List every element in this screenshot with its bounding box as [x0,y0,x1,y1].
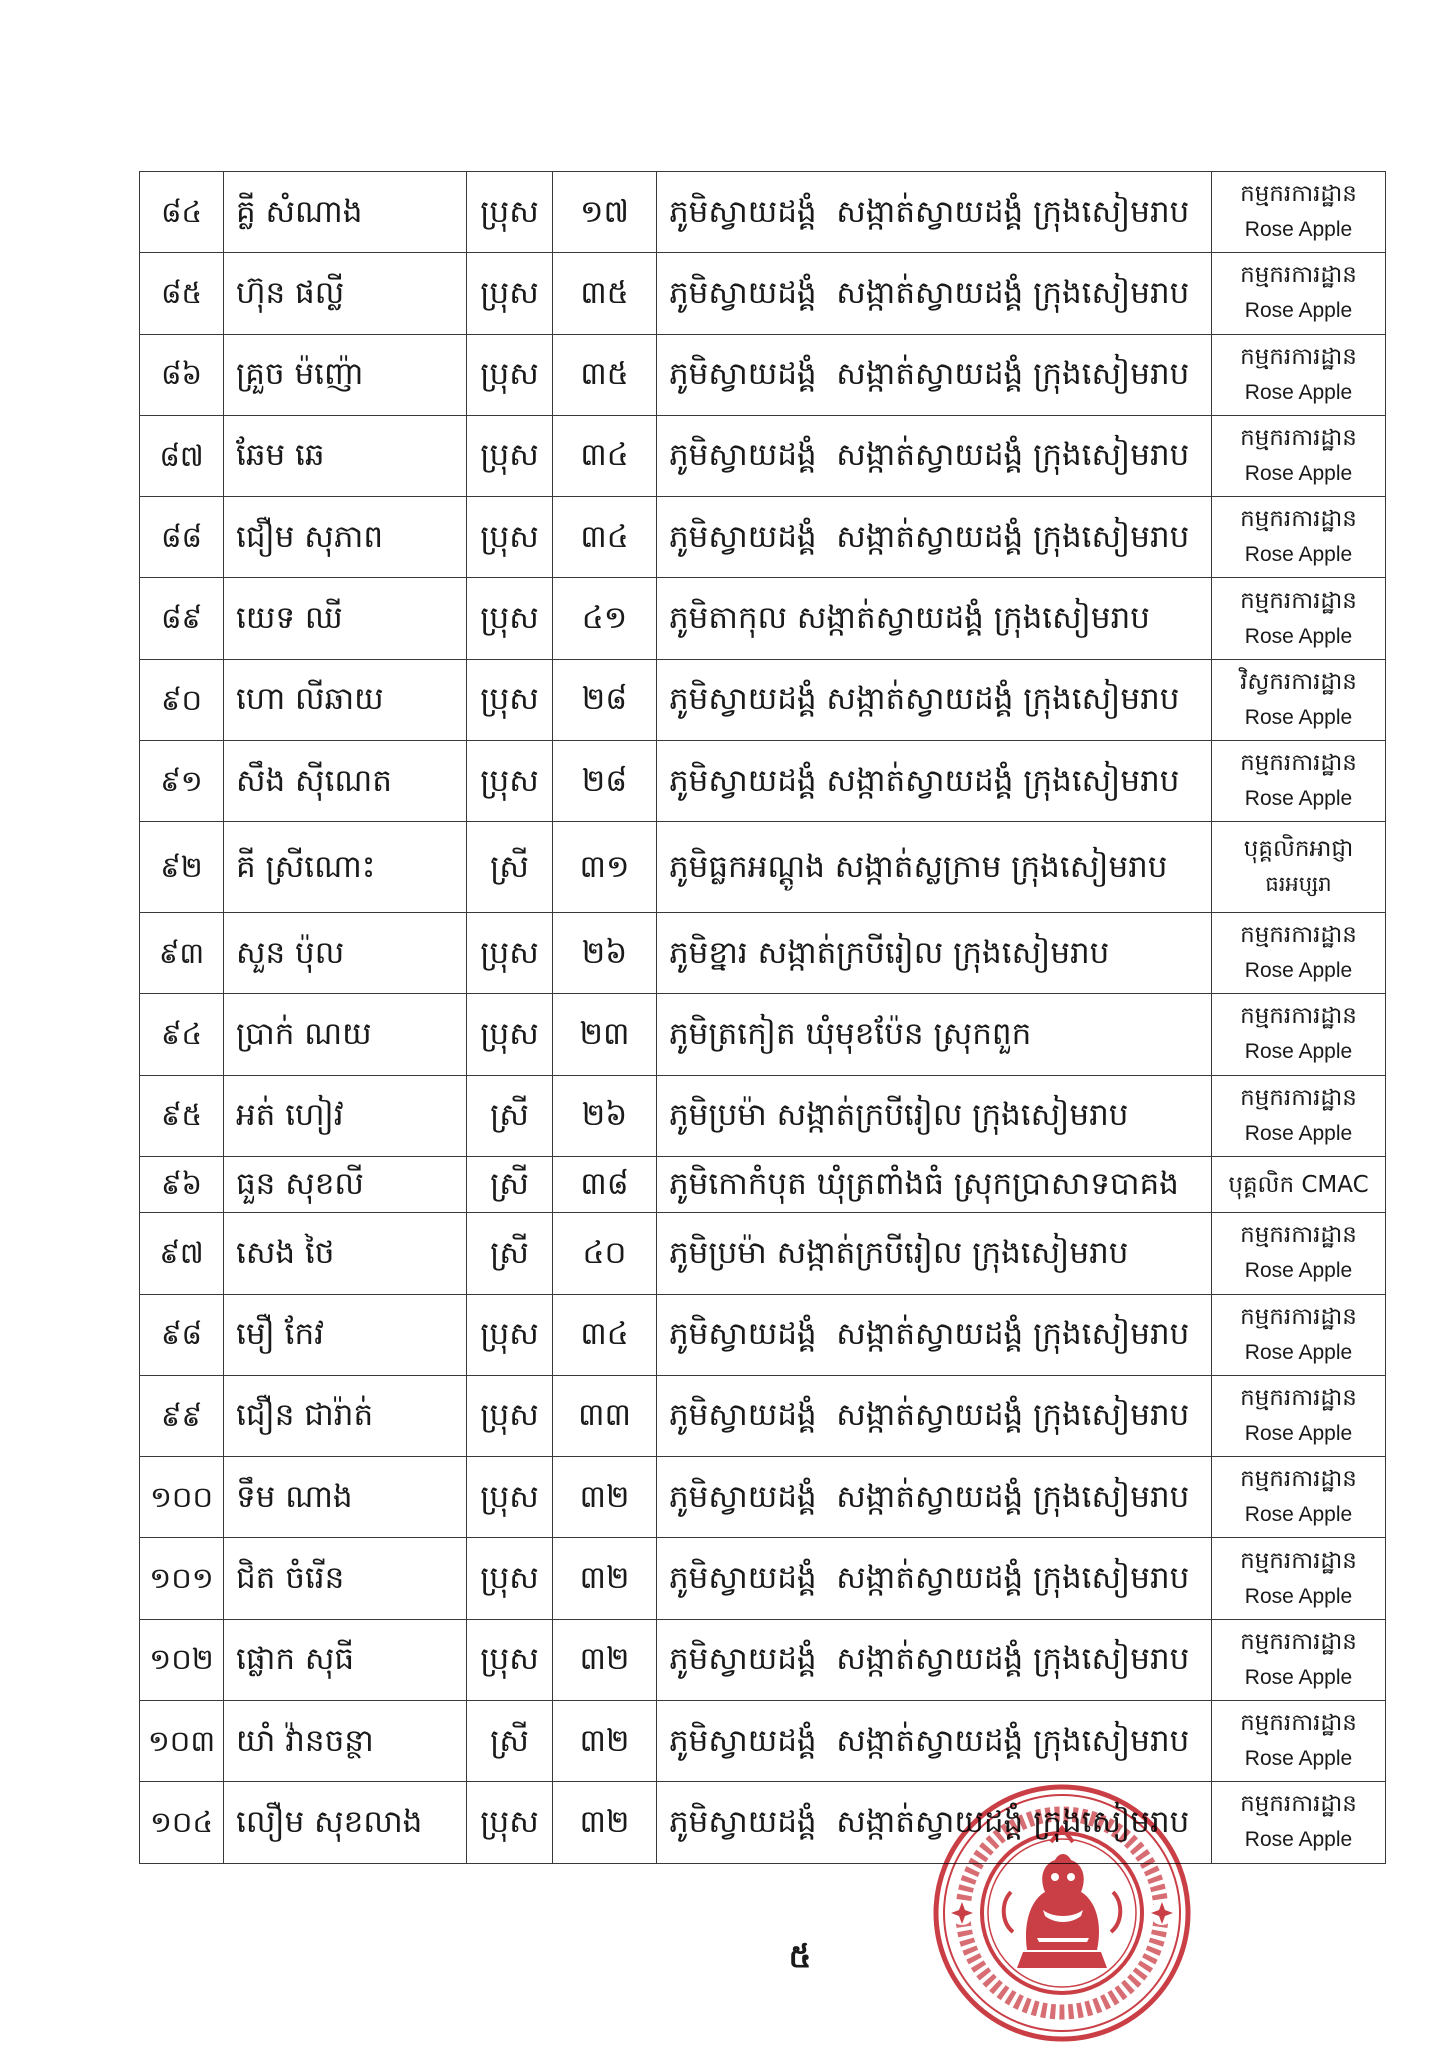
workplace-line: Rose Apple [1244,299,1353,323]
cell-row-number: ១០១ [140,1538,224,1619]
cell-age: ២៨ [553,741,657,822]
cell-row-number: ៩២ [140,822,224,913]
cell-gender: ស្រី [467,1156,553,1212]
cell-address: ភូមិធ្លកអណ្តូង សង្កាត់ស្លក្រាម ក្រុងសៀមរាប [657,822,1212,913]
cell-occupation [1212,1213,1386,1294]
cell-row-number: ១០៤ [140,1782,224,1863]
occupation-line: កម្មករការដ្ឋាន [1240,181,1357,208]
cell-occupation [1212,253,1386,334]
workplace-line: Rose Apple [1244,959,1353,983]
cell-gender: ប្រុស [467,415,553,496]
cell-address: ភូមិត្រកៀត ឃុំមុខប៉ែន ស្រុកពួក [657,994,1212,1075]
cell-address: ភូមិស្វាយដង្គំ សង្កាត់ស្វាយដង្គំ ក្រុងសៀមរាប [657,1619,1212,1700]
occupation-line: កម្មករការដ្ឋាន [1240,506,1357,533]
cell-row-number: ១០២ [140,1619,224,1700]
cell-person-name: សេង ថៃ [224,1213,467,1294]
cell-occupation [1212,1619,1386,1700]
cell-gender: ប្រុស [467,1782,553,1863]
cell-gender: ប្រុស [467,334,553,415]
table-row [140,1619,1386,1700]
cell-address: ភូមិប្រម៉ា សង្កាត់ក្របីរៀល ក្រុងសៀមរាប [657,1213,1212,1294]
cell-person-name: ហោ លីឆាយ [224,659,467,740]
cell-address: ភូមិស្វាយដង្គំ សង្កាត់ស្វាយដង្គំ ក្រុងសៀមរាប [657,1457,1212,1538]
table-row [140,1782,1386,1863]
workplace-line: Rose Apple [1244,1340,1353,1364]
cell-gender: ស្រី [467,1075,553,1156]
workplace-line: Rose Apple [1244,462,1353,486]
cell-gender: ប្រុស [467,1538,553,1619]
workplace-line: Rose Apple [1244,1747,1353,1771]
cell-occupation [1212,415,1386,496]
table-row [140,659,1386,740]
cell-gender: ប្រុស [467,1619,553,1700]
occupation-line: កម្មករការដ្ឋាន [1240,1547,1357,1574]
cell-age: ៣២ [553,1782,657,1863]
cell-row-number: ៩៧ [140,1213,224,1294]
cell-gender: ប្រុស [467,1375,553,1456]
cell-gender: ប្រុស [467,912,553,993]
table-row [140,1075,1386,1156]
cell-row-number: ៩៤ [140,994,224,1075]
cell-gender: ប្រុស [467,659,553,740]
occupation-line: កម្មករការដ្ឋាន [1240,750,1357,777]
cell-occupation [1212,912,1386,993]
cell-occupation [1212,994,1386,1075]
workplace-line: Rose Apple [1244,380,1353,404]
cell-age: ៣៥ [553,253,657,334]
workplace-line: Rose Apple [1244,1259,1353,1283]
workplace-line: Rose Apple [1244,543,1353,567]
table-row [140,912,1386,993]
occupation-line: កម្មករការដ្ឋាន [1240,1710,1357,1737]
cell-gender: ប្រុស [467,253,553,334]
cell-row-number: ១០៣ [140,1701,224,1782]
cell-row-number: ៨៨ [140,497,224,578]
table-row [140,578,1386,659]
workplace-line: Rose Apple [1244,1421,1353,1445]
cell-address: ភូមិតាកុល សង្កាត់ស្វាយដង្គំ ក្រុងសៀមរាប [657,578,1212,659]
cell-row-number: ៩៦ [140,1156,224,1212]
cell-person-name: ហ៊ុន ផល្លី [224,253,467,334]
workplace-line: Rose Apple [1244,705,1353,729]
table-row [140,1375,1386,1456]
cell-row-number: ៨៧ [140,415,224,496]
occupation-line: បុគ្គលិក CMAC [1228,1171,1369,1198]
cell-age: ៣៨ [553,1156,657,1212]
cell-occupation [1212,659,1386,740]
table-row [140,172,1386,253]
page-number: ៥ [788,1937,812,1975]
cell-address: ភូមិស្វាយដង្គំ សង្កាត់ស្វាយដង្គំ ក្រុងសៀមរាប [657,1701,1212,1782]
cell-age: ៤១ [553,578,657,659]
cell-person-name: គី ស្រីណោះ [224,822,467,913]
table-row [140,994,1386,1075]
occupation-line: កម្មករការដ្ឋាន [1240,587,1357,614]
cell-address: ភូមិស្វាយដង្គំ សង្កាត់ស្វាយដង្គំ ក្រុងសៀមរាប [657,497,1212,578]
cell-address: ភូមិស្វាយដង្គំ សង្កាត់ស្វាយដង្គំ ក្រុងសៀមរាប [657,741,1212,822]
cell-occupation [1212,172,1386,253]
cell-age: ២៨ [553,659,657,740]
cell-gender: ប្រុស [467,741,553,822]
table-row [140,334,1386,415]
cell-age: ៣២ [553,1457,657,1538]
cell-age: ៣១ [553,822,657,913]
occupation-line: កម្មករការដ្ឋាន [1240,1791,1357,1818]
occupation-line: កម្មករការដ្ឋាន [1240,1628,1357,1655]
roster-body [140,172,1386,1864]
cell-age: ៣៤ [553,415,657,496]
occupation-line: កម្មករការដ្ឋាន [1240,343,1357,370]
cell-address: ភូមិកោកំបុត ឃុំត្រពាំងធំ ស្រុកប្រាសាទបាគង [657,1156,1212,1212]
cell-person-name: ធួន សុខលី [224,1156,467,1212]
cell-address: ភូមិស្វាយដង្គំ សង្កាត់ស្វាយដង្គំ ក្រុងសៀមរាប [657,172,1212,253]
cell-age: ២៦ [553,1075,657,1156]
cell-person-name: សួន ប៉ុល [224,912,467,993]
table-row [140,497,1386,578]
cell-person-name: ឆែម ឆេ [224,415,467,496]
cell-gender: ប្រុស [467,172,553,253]
occupation-line: កម្មករការដ្ឋាន [1240,1003,1357,1030]
seal-emblem-icon [1004,1828,1121,1968]
cell-age: ២៣ [553,994,657,1075]
occupation-line: បុគ្គលិកអាជ្ញា [1243,836,1354,863]
occupation-line: កម្មករការដ្ឋាន [1240,1084,1357,1111]
cell-person-name: ជឿម សុភាព [224,497,467,578]
workplace-line: Rose Apple [1244,1665,1353,1689]
official-seal [931,1782,1193,2044]
cell-address: ភូមិស្វាយដង្គំ សង្កាត់ស្វាយដង្គំ ក្រុងសៀមរាប [657,1375,1212,1456]
cell-row-number: ៩៣ [140,912,224,993]
cell-person-name: សឹង ស៊ីណេត [224,741,467,822]
cell-age: ៣៣ [553,1375,657,1456]
occupation-line: កម្មករការដ្ឋាន [1240,1384,1357,1411]
cell-row-number: ៩០ [140,659,224,740]
cell-person-name: យាំ វ៉ានចន្ថា [224,1701,467,1782]
workplace-line: Rose Apple [1244,218,1353,242]
cell-person-name: ជិត ចំរើន [224,1538,467,1619]
workplace-line: Rose Apple [1244,1121,1353,1145]
workplace-line: Rose Apple [1244,1584,1353,1608]
cell-occupation [1212,1075,1386,1156]
workplace-line: Rose Apple [1244,1503,1353,1527]
cell-occupation [1212,741,1386,822]
cell-row-number: ៨៥ [140,253,224,334]
table-row [140,741,1386,822]
cell-age: ៣៤ [553,1294,657,1375]
cell-row-number: ៩៨ [140,1294,224,1375]
cell-person-name: អត់ ហៀវ [224,1075,467,1156]
workplace-line: Rose Apple [1244,1828,1353,1852]
roster-table [139,171,1386,1864]
workplace-line: ធរអប្សរា [1265,873,1332,897]
table-row [140,1213,1386,1294]
table-row [140,415,1386,496]
cell-age: ៤០ [553,1213,657,1294]
cell-occupation [1212,822,1386,913]
table-row [140,1156,1386,1212]
table-row [140,253,1386,334]
workplace-line: Rose Apple [1244,1040,1353,1064]
cell-address: ភូមិស្វាយដង្គំ សង្កាត់ស្វាយដង្គំ ក្រុងសៀមរាប [657,415,1212,496]
cell-address: ភូមិស្វាយដង្គំ សង្កាត់ស្វាយដង្គំ ក្រុងសៀមរាប [657,659,1212,740]
cell-person-name: ប្រាក់ ណយ [224,994,467,1075]
cell-occupation [1212,1538,1386,1619]
cell-person-name: ទឹម ណាង [224,1457,467,1538]
workplace-line: Rose Apple [1244,624,1353,648]
cell-person-name: យេទ ឈី [224,578,467,659]
table-row [140,1538,1386,1619]
cell-address: ភូមិប្រម៉ា សង្កាត់ក្របីរៀល ក្រុងសៀមរាប [657,1075,1212,1156]
occupation-line: កម្មករការដ្ឋាន [1240,922,1357,949]
cell-row-number: ១០០ [140,1457,224,1538]
cell-age: ៣៤ [553,497,657,578]
occupation-line: កម្មករការដ្ឋាន [1240,262,1357,289]
cell-gender: ប្រុស [467,994,553,1075]
cell-occupation [1212,1701,1386,1782]
cell-gender: ប្រុស [467,578,553,659]
cell-occupation [1212,1375,1386,1456]
cell-age: ៣២ [553,1701,657,1782]
cell-age: ២៦ [553,912,657,993]
cell-address: ភូមិស្វាយដង្គំ សង្កាត់ស្វាយដង្គំ ក្រុងសៀមរាប [657,253,1212,334]
cell-occupation [1212,334,1386,415]
cell-gender: ប្រុស [467,1294,553,1375]
cell-address: ភូមិស្វាយដង្គំ សង្កាត់ស្វាយដង្គំ ក្រុងសៀមរាប [657,1538,1212,1619]
table-row [140,1294,1386,1375]
cell-address: ភូមិស្វាយដង្គំ សង្កាត់ស្វាយដង្គំ ក្រុងសៀមរាប [657,1294,1212,1375]
cell-row-number: ៨៩ [140,578,224,659]
cell-gender: ស្រី [467,1213,553,1294]
occupation-line: កម្មករការដ្ឋាន [1240,1466,1357,1493]
cell-row-number: ៩១ [140,741,224,822]
cell-person-name: លឿម សុខលាង [224,1782,467,1863]
cell-occupation [1212,1156,1386,1212]
cell-occupation [1212,1457,1386,1538]
cell-gender: ប្រុស [467,1457,553,1538]
cell-gender: ស្រី [467,822,553,913]
cell-age: ៣២ [553,1619,657,1700]
occupation-line: កម្មករការដ្ឋាន [1240,425,1357,452]
cell-age: ៣២ [553,1538,657,1619]
occupation-line: កម្មករការដ្ឋាន [1240,1222,1357,1249]
table-row [140,1457,1386,1538]
cell-age: ៣៥ [553,334,657,415]
cell-person-name: គ្រួច ម៉ញ៉ោ [224,334,467,415]
table-row [140,822,1386,913]
cell-row-number: ៩៩ [140,1375,224,1456]
cell-row-number: ៨៦ [140,334,224,415]
cell-occupation [1212,497,1386,578]
cell-gender: ប្រុស [467,497,553,578]
cell-occupation [1212,1782,1386,1863]
cell-address: ភូមិស្វាយដង្គំ សង្កាត់ស្វាយដង្គំ ក្រុងសៀមរាប [657,1782,1212,1863]
cell-person-name: ផ្លោក សុធី [224,1619,467,1700]
cell-occupation [1212,578,1386,659]
cell-row-number: ៩៥ [140,1075,224,1156]
cell-person-name: គ្លី សំណាង [224,172,467,253]
cell-address: ភូមិខ្នារ សង្កាត់ក្របីរៀល ក្រុងសៀមរាប [657,912,1212,993]
cell-gender: ស្រី [467,1701,553,1782]
occupation-line: កម្មករការដ្ឋាន [1240,1303,1357,1330]
table-row [140,1701,1386,1782]
cell-age: ១៧ [553,172,657,253]
cell-person-name: ជឿន ជារ៉ាត់ [224,1375,467,1456]
cell-address: ភូមិស្វាយដង្គំ សង្កាត់ស្វាយដង្គំ ក្រុងសៀមរាប [657,334,1212,415]
workplace-line: Rose Apple [1244,787,1353,811]
cell-person-name: មឿ កែវ [224,1294,467,1375]
occupation-line: វិស្វករការដ្ឋាន [1240,668,1357,695]
cell-occupation [1212,1294,1386,1375]
cell-row-number: ៨៤ [140,172,224,253]
